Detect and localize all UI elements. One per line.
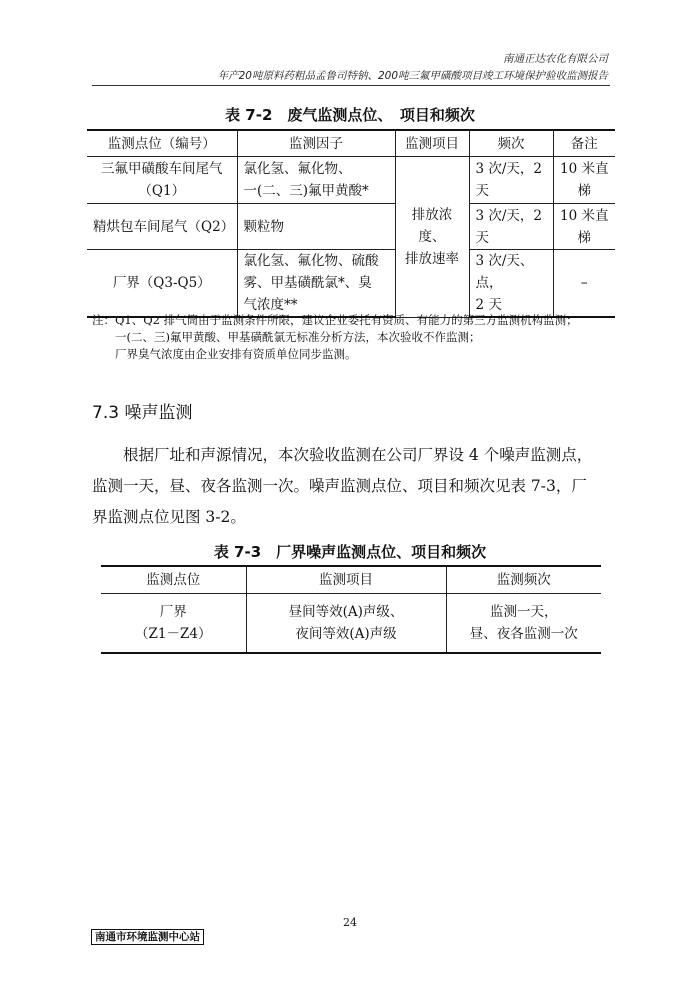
cell-factor: 颗粒物: [237, 204, 395, 250]
cell-remark: 10 米直 梯: [553, 204, 615, 250]
cell-freq: 3 次/天，2 天: [469, 204, 553, 250]
cell-remark: 10 米直 梯: [553, 157, 615, 204]
cell-point: 厂界 （Z1－Z4）: [101, 594, 246, 654]
cell-point: 精烘包车间尾气（Q2）: [87, 204, 237, 250]
header-cell: 监测点位（编号）: [87, 130, 237, 157]
cell-item-merged: 排放浓度、 排放速率: [395, 157, 469, 318]
cell-factor: 氯化氢、氟化物、硫酸 雾、甲基磺酰氯*、臭 气浓度**: [237, 250, 395, 318]
header-cell: 监测因子: [237, 130, 395, 157]
header-report-title: 年产20吨原料药粗品孟鲁司特钠、200吨三氟甲磺酸项目竣工环境保护验收监测报告: [217, 70, 608, 82]
cell-point: 三氟甲磺酸车间尾气 （Q1）: [87, 157, 237, 204]
cell-freq: 3 次/天，2 天: [469, 157, 553, 204]
cell-factor: 氯化氢、氟化物、 一(二、三)氟甲黄酸*: [237, 157, 395, 204]
cell-remark: –: [553, 250, 615, 318]
table-7-2: [87, 129, 615, 318]
header-cell: 监测项目: [246, 566, 446, 594]
note-line: 厂界臭气浓度由企业安排有资质单位同步监测。: [92, 347, 357, 361]
footer-stamp: 南通市环境监测中心站: [91, 929, 204, 945]
table-header-row: [101, 566, 601, 594]
table-7-2-notes: [92, 312, 622, 363]
table-7-3: [101, 565, 601, 654]
table-row: [101, 594, 601, 654]
table-header-row: [87, 130, 615, 157]
table-row: [87, 204, 615, 250]
body-paragraph: [92, 440, 612, 533]
cell-point: 厂界（Q3-Q5）: [87, 250, 237, 318]
header-cell: 监测频次: [446, 566, 601, 594]
cell-freq: 监测一天， 昼、夜各监测一次: [446, 594, 601, 654]
paragraph-line: 监测一天，昼、夜各监测一次。噪声监测点位、项目和频次见表 7-3，厂: [92, 477, 587, 495]
header-rule: [92, 85, 610, 86]
header-cell: 监测项目: [395, 130, 469, 157]
table-7-2-caption: 表 7-2 废气监测点位、 项目和频次: [225, 106, 475, 124]
paragraph-line: 界监测点位见图 3-2。: [92, 508, 246, 526]
page-number: 24: [343, 916, 357, 929]
cell-item: 昼间等效(A)声级、 夜间等效(A)声级: [246, 594, 446, 654]
header-cell: 监测点位: [101, 566, 246, 594]
paragraph-line: 根据厂址和声源情况，本次验收监测在公司厂界设 4 个噪声监测点，: [92, 446, 593, 464]
table-7-3-caption: 表 7-3 厂界噪声监测点位、项目和频次: [213, 543, 487, 561]
header-cell: 备注: [553, 130, 615, 157]
table-row: [87, 250, 615, 318]
note-line: 一(二、三)氟甲黄酸、甲基磺酰氯无标准分析方法，本次验收不作监测；: [92, 330, 481, 344]
header-company: 南通正达农化有限公司: [503, 53, 608, 65]
note-line: 注：Q1、Q2 排气筒由于监测条件所限，建议企业委托有资质、有能力的第三方监测机构监测；: [92, 313, 578, 327]
header-cell: 频次: [469, 130, 553, 157]
cell-freq: 3 次/天、点， 2 天: [469, 250, 553, 318]
section-heading: 7.3 噪声监测: [92, 403, 193, 423]
table-row: [87, 157, 615, 204]
